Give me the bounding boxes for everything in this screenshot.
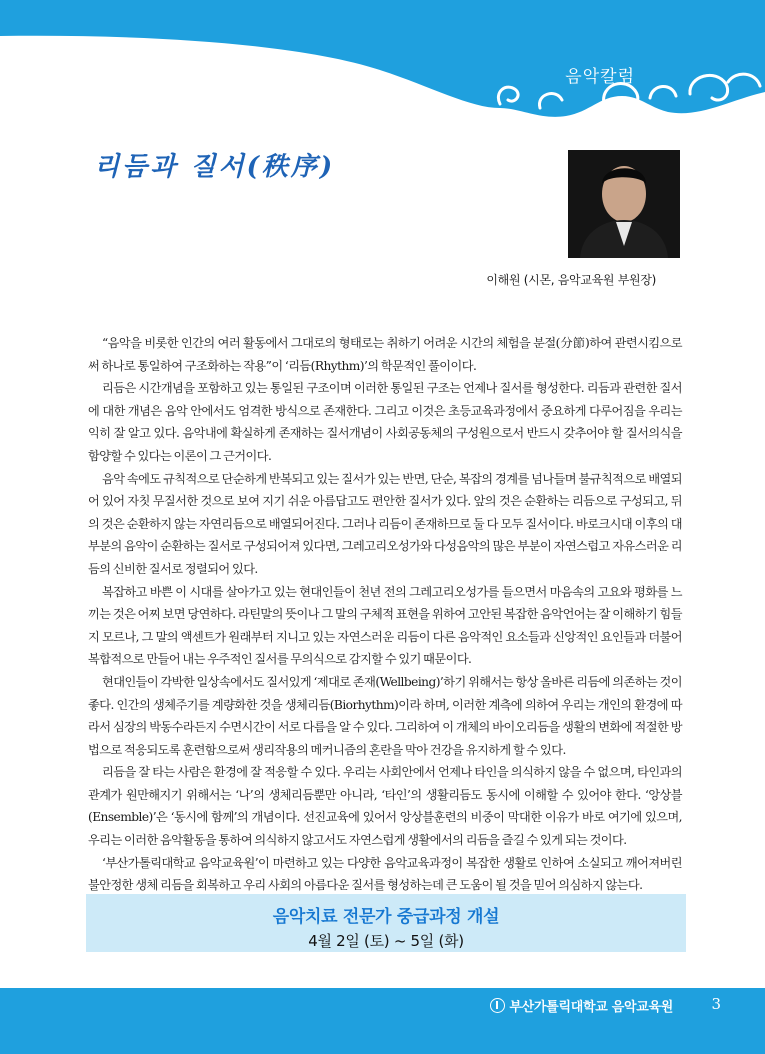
paragraph-6: 리듬을 잘 타는 사람은 환경에 잘 적응할 수 있다. 우리는 사회안에서 언제나 타인을 의식하지 않을 수 없으며, 타인과의 관계가 원만해지기 위해서는 ‘나’의 생체리듬뿐만 아니라, ‘타인’의 생활리듬도 동시에 이해할 수 있어야 한다. ‘앙상블(Ensemble)’은 ‘동시에 함께’의 개념이다. 선진교육에 있어서 앙상블훈련의 비중이 막대한 이유가 바로 여기에 있으며, 우리는 이러한 음악활동을 통하여 의식하지 않고서도 자연스럽게 생활에서의 리듬을 즐길 수 있게 되는 것이다. <box>88 765 682 848</box>
author-portrait <box>568 150 680 258</box>
article-title: 리듬과 질서(秩序) <box>94 152 336 182</box>
column-label: 음악칼럼 <box>565 67 635 87</box>
page-number: 3 <box>711 995 721 1013</box>
header-wave-band <box>0 0 765 140</box>
footer-band <box>0 988 765 1054</box>
paragraph-1: “음악을 비롯한 인간의 여러 활동에서 그대로의 형태로는 취하기 어려운 시간의 체험을 분절(分節)하여 관련시킴으로써 하나로 통일하여 구조화하는 작용”이 ‘리듬(Rhythm)’의 학문적인 풀이이다. <box>88 336 682 373</box>
paragraph-2: 리듬은 시간개념을 포함하고 있는 통일된 구조이며 이러한 통일된 구조는 언제나 질서를 형성한다. 리듬과 관련한 질서에 대한 개념은 음악 안에서도 엄격한 방식으로 존재한다. 그리고 이것은 초등교육과정에서 중요하게 다루어짐을 우리는 익히 잘 알고 있다. 음악내에 확실하게 존재하는 질서개념이 사회공동체의 구성원으로서 반드시 갖추어야 할 질서의식을 함양할 수 있다는 이론이 그 근거이다. <box>88 381 682 463</box>
catholic-university-logo-icon <box>490 998 505 1013</box>
paragraph-4: 복잡하고 바쁜 이 시대를 살아가고 있는 현대인들이 천년 전의 그레고리오성가를 들으면서 마음속의 고요와 평화를 느끼는 것은 어찌 보면 당연하다. 라틴말의 뜻이나 그 말의 구체적 표현을 위하여 고안된 복잡한 음악언어는 잘 이해하기 힘들지 모르나, 그 말의 액센트가 원래부터 지니고 있는 자연스러운 리듬이 다른 음악적인 요소들과 신앙적인 요인들과 더불어 복합적으로 만들어 내는 우주적인 질서를 무의식으로 감지할 수 있기 때문이다. <box>88 584 682 667</box>
course-announcement-box <box>86 894 686 952</box>
paragraph-5: 현대인들이 각박한 일상속에서도 질서있게 ‘제대로 존재(Wellbeing)’하기 위해서는 항상 올바른 리듬에 의존하는 것이 좋다. 인간의 생체주기를 계량화한 것을 생체리듬(Biorhythm)이라 하며, 이러한 계측에 의하여 우리는 개인의 환경에 따라서 심장의 박동수라든지 수면시간이 서로 다름을 알 수 있다. 그리하여 이 개체의 바이오리듬을 생활의 변화에 적절한 방법으로 적응되도록 훈련함으로써 생리작용의 메커니즘의 혼란을 막아 건강을 유지하게 할 수 있다. <box>88 674 682 757</box>
author-caption: 이해원 (시몬, 음악교육원 부원장) <box>486 273 656 287</box>
announcement-date: 4월 2일 (토) ~ 5일 (화) <box>308 932 464 950</box>
footer-organization <box>490 996 673 1015</box>
announcement-title: 음악치료 전문가 중급과정 개설 <box>272 907 500 927</box>
footer-org-name: 부산가톨릭대학교 음악교육원 <box>509 1000 673 1015</box>
paragraph-3: 음악 속에도 규칙적으로 단순하게 반복되고 있는 질서가 있는 반면, 단순, 복잡의 경계를 넘나들며 불규칙적으로 배열되어 있어 자칫 무질서한 것으로 보여 지기 쉬운 아름답고도 편안한 질서가 있다. 앞의 것은 순환하는 리듬으로 구성되고, 뒤의 것은 순환하지 않는 자연리듬으로 배열되어진다. 그러나 리듬이 존재하므로 둘 다 모두 질서이다. 바로크시대 이후의 대부분의 음악이 순환하는 질서로 구성되어져 있다면, 그레고리오성가와 다성음악의 많은 부분이 자연스럽고 자유스러운 리듬의 신비한 질서로 정렬되어 있다. <box>88 471 682 576</box>
paragraph-7: ‘부산가톨릭대학교 음악교육원’이 마련하고 있는 다양한 음악교육과정이 복잡한 생활로 인하여 소실되고 깨어져버린 불안정한 생체 리듬을 회복하고 우리 사회의 아름다운 질서를 형성하는데 큰 도움이 될 것을 믿어 의심하지 않는다. <box>88 855 682 893</box>
article-body <box>88 332 682 897</box>
